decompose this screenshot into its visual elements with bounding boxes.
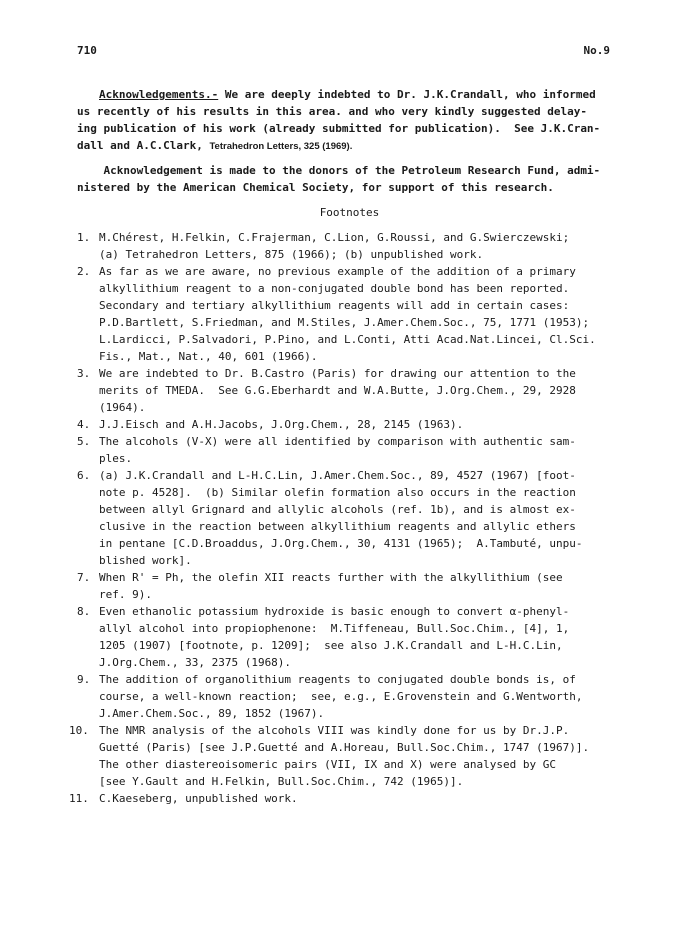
footnote-line: C.Kaeseberg, unpublished work. <box>99 792 298 805</box>
footnote-item <box>69 790 622 807</box>
footnote-item <box>77 467 622 569</box>
footnote-item <box>77 569 622 603</box>
footnote-line: blished work]. <box>99 554 192 567</box>
footnote-item <box>77 229 622 263</box>
footnote-number: 10. <box>69 724 89 737</box>
footnote-line: between allyl Grignard and allylic alcohols (ref. 1b), and is almost ex- <box>99 503 576 516</box>
footnotes-list <box>69 229 622 807</box>
footnote-item <box>77 365 622 416</box>
footnote-line: allyl alcohol into propiophenone: M.Tiffeneau, Bull.Soc.Chim., [4], 1, <box>99 622 570 635</box>
footnote-number: 2. <box>77 265 91 278</box>
footnote-item <box>77 263 622 365</box>
footnote-line: Secondary and tertiary alkyllithium reagents will add in certain cases: <box>99 299 570 312</box>
funding-line: nistered by the American Chemical Society, for support of this research. <box>77 181 554 194</box>
footnote-line: clusive in the reaction between alkyllithium reagents and allylic ethers <box>99 520 576 533</box>
page-number: 710 <box>77 44 97 57</box>
acknowledgements-paragraph <box>77 86 622 154</box>
footnote-line: alkyllithium reagent to a non-conjugated double bond has been reported. <box>99 282 570 295</box>
ack-line: Acknowledgements.- We are deeply indebted to Dr. J.K.Crandall, who informed <box>99 88 596 101</box>
footnote-line: L.Lardicci, P.Salvadori, P.Pino, and L.Conti, Atti Acad.Nat.Lincei, Cl.Sci. <box>99 333 596 346</box>
footnote-number: 1. <box>77 231 91 244</box>
footnote-item <box>69 722 622 790</box>
footnote-line: J.J.Eisch and A.H.Jacobs, J.Org.Chem., 28, 2145 (1963). <box>99 418 464 431</box>
footnote-item <box>77 433 622 467</box>
footnote-item <box>77 416 622 433</box>
footnote-line: (a) J.K.Crandall and L-H.C.Lin, J.Amer.Chem.Soc., 89, 4527 (1967) [foot- <box>99 469 576 482</box>
funding-paragraph <box>77 162 622 196</box>
footnote-line: (1964). <box>99 401 146 414</box>
acknowledgements-heading: Acknowledgements.- <box>99 88 219 101</box>
footnote-line: The other diastereoisomeric pairs (VII, IX and X) were analysed by GC <box>99 758 556 771</box>
footnote-line: [see Y.Gault and H.Felkin, Bull.Soc.Chim., 742 (1965)]. <box>99 775 464 788</box>
footnote-line: 1205 (1907) [footnote, p. 1209]; see also J.K.Crandall and L-H.C.Lin, <box>99 639 563 652</box>
footnote-line: M.Chérest, H.Felkin, C.Frajerman, C.Lion, G.Roussi, and G.Swierczewski; <box>99 231 570 244</box>
footnotes-title: Footnotes <box>319 206 380 219</box>
footnote-line: course, a well-known reaction; see, e.g., E.Grovenstein and G.Wentworth, <box>99 690 583 703</box>
footnote-line: ref. 9). <box>99 588 152 601</box>
footnote-line: The addition of organolithium reagents to conjugated double bonds is, of <box>99 673 576 686</box>
footnote-number: 9. <box>77 673 91 686</box>
footnote-line: (a) Tetrahedron Letters, 875 (1966); (b) unpublished work. <box>99 248 484 261</box>
footnote-number: 6. <box>77 469 91 482</box>
issue-number: No.9 <box>583 44 610 57</box>
footnote-line: ples. <box>99 452 133 465</box>
footnote-line: Guetté (Paris) [see J.P.Guetté and A.Horeau, Bull.Soc.Chim., 1747 (1967)]. <box>99 741 590 754</box>
footnote-number: 11. <box>69 792 89 805</box>
footnote-number: 8. <box>77 605 91 618</box>
footnote-item <box>77 603 622 671</box>
footnote-number: 7. <box>77 571 91 584</box>
footnote-line: We are indebted to Dr. B.Castro (Paris) for drawing our attention to the <box>99 367 576 380</box>
footnote-line: Even ethanolic potassium hydroxide is basic enough to convert α-phenyl- <box>99 605 570 618</box>
footnote-line: P.D.Bartlett, S.Friedman, and M.Stiles, J.Amer.Chem.Soc., 75, 1771 (1953); <box>99 316 590 329</box>
footnote-number: 4. <box>77 418 91 431</box>
ack-line: us recently of his results in this area. and who very kindly suggested delay- <box>77 105 587 118</box>
footnote-item <box>77 671 622 722</box>
footnote-number: 3. <box>77 367 91 380</box>
funding-line: Acknowledgement is made to the donors of the Petroleum Research Fund, admi- <box>77 164 601 177</box>
footnote-line: note p. 4528]. (b) Similar olefin formation also occurs in the reaction <box>99 486 576 499</box>
citation-small: Tetrahedron Letters, 325 (1969). <box>209 141 353 152</box>
footnote-number: 5. <box>77 435 91 448</box>
page-body <box>69 86 622 807</box>
footnote-line: J.Org.Chem., 33, 2375 (1968). <box>99 656 292 669</box>
footnote-line: The alcohols (V-X) were all identified by comparison with authentic sam- <box>99 435 576 448</box>
ack-line: dall and A.C.Clark, Tetrahedron Letters, 325 (1969). <box>77 139 353 152</box>
ack-line: ing publication of his work (already submitted for publication). See J.K.Cran- <box>77 122 601 135</box>
footnote-line: in pentane [C.D.Broaddus, J.Org.Chem., 30, 4131 (1965); A.Tambuté, unpu- <box>99 537 583 550</box>
footnote-line: The NMR analysis of the alcohols VIII was kindly done for us by Dr.J.P. <box>99 724 570 737</box>
footnote-line: When R' = Ph, the olefin XII reacts further with the alkyllithium (see <box>99 571 563 584</box>
footnote-line: merits of TMEDA. See G.G.Eberhardt and W.A.Butte, J.Org.Chem., 29, 2928 <box>99 384 576 397</box>
footnote-line: Fis., Mat., Nat., 40, 601 (1966). <box>99 350 318 363</box>
footnote-line: J.Amer.Chem.Soc., 89, 1852 (1967). <box>99 707 325 720</box>
footnote-line: As far as we are aware, no previous example of the addition of a primary <box>99 265 576 278</box>
